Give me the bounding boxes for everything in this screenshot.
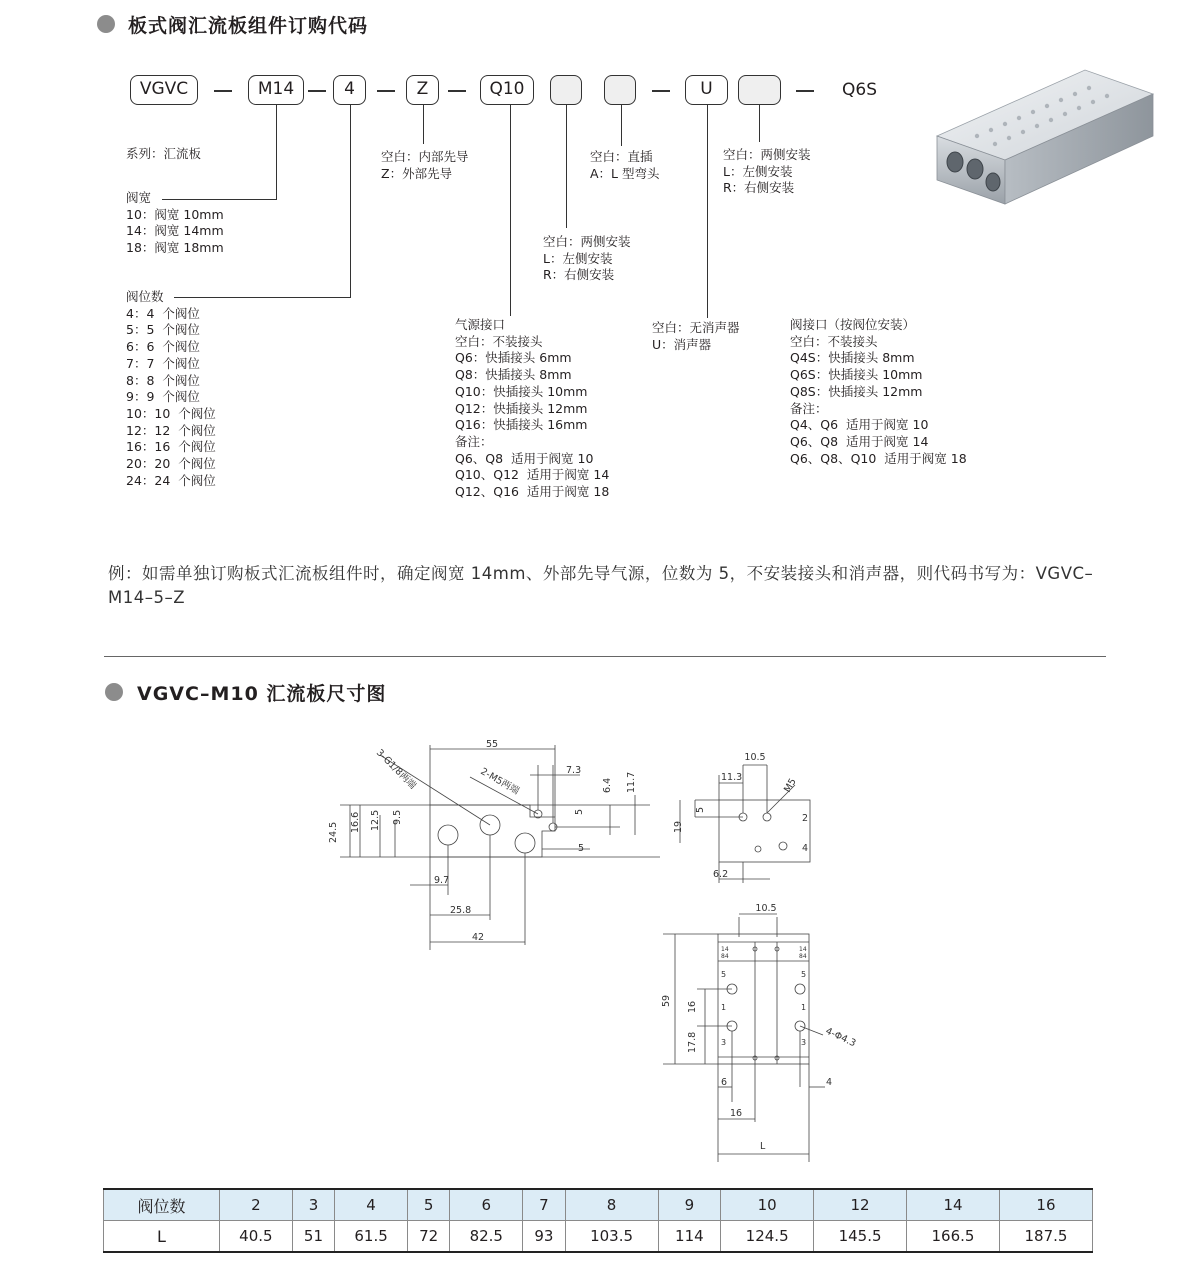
dim-25-8: 25.8 [450,905,472,916]
dim-19: 19 [673,820,684,833]
dim-7-3: 7.3 [566,765,582,776]
code-dash [652,90,670,92]
code-dash [308,90,326,92]
code-dash [448,90,466,92]
manifold-product-image [925,64,1165,214]
tag-14-r: 14 [799,946,807,953]
dim-17-8: 17.8 [687,1031,698,1053]
legend-stations: 阀位数 4：4 个阀位 5：5 个阀位 6：6 个阀位 7：7 个阀位 8：8 个阀位 9：9 个阀位 10：10 个阀位 12：12 个阀位 16：16 个阀位 20：20 个阀位 24：24 个阀位 [126,289,216,488]
section-bullet [105,683,123,701]
code-box-m14: M14 [248,75,304,105]
dim-6-4: 6.4 [602,777,613,793]
dim-l: L [760,1141,766,1152]
dim-24-5: 24.5 [328,821,339,843]
dim-16a: 16 [687,1000,698,1013]
table-cell: 10 [721,1189,814,1221]
table-cell: 40.5 [220,1221,293,1253]
dim-10-5: 10.5 [744,752,766,763]
code-box-blank-mount-2 [738,75,781,105]
leader-line [510,104,511,316]
label-m5-both: 2-M5两端 [478,766,521,797]
section-bullet [97,15,115,33]
code-dash [796,90,814,92]
dim-11-7: 11.7 [626,771,637,793]
code-dash [214,90,232,92]
leader-line [707,104,708,318]
dim-12-5: 12.5 [370,809,381,831]
port-2: 2 [802,813,809,824]
table-header-row [104,1189,1093,1221]
dim-5a: 5 [574,808,585,815]
tag-3: 3 [721,1038,727,1047]
legend-pilot: 空白：内部先导 Z：外部先导 [381,149,469,181]
code-box-vgvc: VGVC [130,75,198,105]
table-cell: 145.5 [814,1221,907,1253]
port-4: 4 [802,843,809,854]
tag-5: 5 [721,970,727,979]
dim-16-6: 16.6 [350,811,361,833]
dimension-drawing-side [665,745,845,890]
dim-9-5: 9.5 [392,809,403,825]
table-cell: 166.5 [907,1221,1000,1253]
code-box-stations: 4 [333,75,366,105]
dim-6: 6 [721,1077,728,1088]
dim-5b: 5 [578,843,585,854]
dim-55: 55 [485,739,499,750]
tag-1-r: 1 [801,1003,807,1012]
tag-84: 84 [721,953,729,960]
leader-line [566,104,567,228]
tag-14: 14 [721,946,729,953]
table-cell: 51 [292,1221,334,1253]
dim-4: 4 [826,1077,833,1088]
table-cell: 5 [407,1189,449,1221]
table-cell: 61.5 [335,1221,408,1253]
table-cell: 2 [220,1189,293,1221]
tag-1: 1 [721,1003,727,1012]
legend-valve-port: 阀接口（按阀位安装） 空白：不装接头 Q4S：快插接头 8mm Q6S：快插接头 10mm Q8S：快插接头 12mm 备注： Q4、Q6 适用于阀宽 10 Q6、Q8 适用于阀宽 14 Q6、Q8、Q10 适用于阀宽 18 [790,317,967,466]
table-cell: 7 [523,1189,565,1221]
legend-air-supply: 气源接口 空白：不装接头 Q6：快插接头 6mm Q8：快插接头 8mm Q10：快插接头 10mm Q12：快插接头 12mm Q16：快插接头 16mm 备注： Q6、Q8 适用于阀宽 10 Q10、Q12 适用于阀宽 14 Q12、Q16 适用于阀宽 18 [455,317,610,500]
table-cell: 12 [814,1189,907,1221]
code-box-blank-fitting [604,75,636,105]
legend-silencer: 空白：无消声器 U：消声器 [652,320,740,352]
section-title-dimensions: VGVC–M10 汇流板尺寸图 [137,683,387,705]
table-header-label: 阀位数 [104,1189,220,1221]
code-box-q10: Q10 [480,75,534,105]
table-cell: 114 [658,1221,721,1253]
dim-6-2: 6.2 [713,869,729,880]
dim-5c: 5 [695,806,706,813]
table-cell: 9 [658,1189,721,1221]
label-m5: M5 [782,776,799,795]
dim-59: 59 [661,994,672,1007]
dim-42: 42 [472,932,485,943]
table-cell: 124.5 [721,1221,814,1253]
leader-line [621,104,622,146]
dimension-drawing-top [655,897,875,1167]
legend-mount-mid: 空白：两侧安装 L：左侧安装 R：右侧安装 [543,234,631,283]
table-cell: 103.5 [565,1221,658,1253]
table-cell: 72 [407,1221,449,1253]
order-example: 例：如需单独订购板式汇流板组件时，确定阀宽 14mm、外部先导气源，位数为 5，不安装接头和消声器，则代码书写为：VGVC–M14–5–Z [108,564,1094,607]
legend-valve-width: 阀宽 10：阀宽 10mm 14：阀宽 14mm 18：阀宽 18mm [126,190,224,256]
dim-9-7: 9.7 [434,875,450,886]
table-cell: 4 [335,1189,408,1221]
tag-84-r: 84 [799,953,807,960]
table-cell: 82.5 [450,1221,523,1253]
dimension-drawing-front [320,735,660,960]
table-cell: 8 [565,1189,658,1221]
dim-16b: 16 [730,1108,743,1119]
table-row-label: L [104,1221,220,1253]
legend-fitting: 空白：直插 A：L 型弯头 [590,149,660,181]
length-table [103,1188,1093,1253]
legend-series: 系列：汇流板 [126,146,202,161]
section-title-order-code: 板式阀汇流板组件订购代码 [128,15,369,37]
table-cell: 3 [292,1189,334,1221]
legend-mount-right: 空白：两侧安装 L：左侧安装 R：右侧安装 [723,147,811,196]
table-cell: 93 [523,1221,565,1253]
code-q6s: Q6S [842,80,877,100]
label-g18: 3-G1/8两端 [373,747,419,792]
table-row [104,1221,1093,1253]
code-dash [377,90,395,92]
tag-5-r: 5 [801,970,807,979]
table-cell: 6 [450,1189,523,1221]
code-box-z: Z [406,75,439,105]
divider [104,656,1106,657]
leader-line [350,104,351,298]
leader-line [423,104,424,144]
dim-11-3: 11.3 [721,772,743,783]
label-hole: 4-Φ4.3 [823,1025,858,1050]
leader-line [759,104,760,142]
code-box-blank-mount [550,75,582,105]
table-cell: 16 [999,1189,1092,1221]
code-box-u: U [685,75,728,105]
leader-line [276,104,277,200]
tag-3-r: 3 [801,1038,807,1047]
table-cell: 187.5 [999,1221,1092,1253]
table-cell: 14 [907,1189,1000,1221]
dim-10-5-top: 10.5 [755,903,777,914]
